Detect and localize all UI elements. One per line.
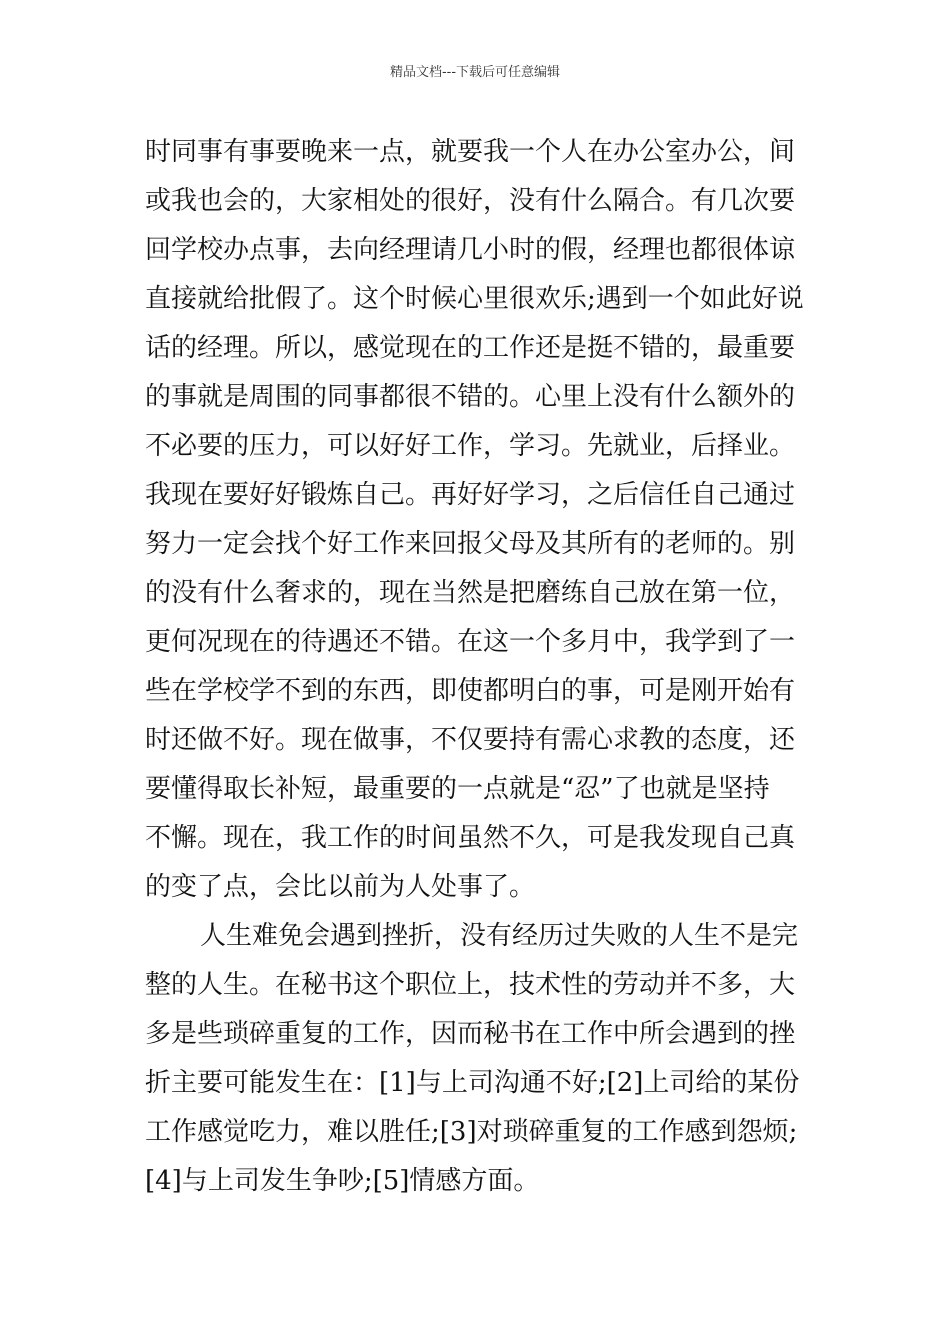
text-line: 的没有什么奢求的，现在当然是把磨练自己放在第一位， [145, 578, 796, 608]
text-line: 工作感觉吃力，难以胜任;[3]对琐碎重复的工作感到怨烦; [145, 1117, 798, 1147]
text-line: 更何况现在的待遇还不错。在这一个多月中，我学到了一 [145, 627, 796, 657]
text-line: 人生难免会遇到挫折，没有经历过失败的人生不是完 [200, 921, 799, 951]
text-line: 时同事有事要晚来一点，就要我一个人在办公室办公，间 [145, 137, 796, 167]
text-line: 我现在要好好锻炼自己。再好好学习，之后信任自己通过 [145, 480, 796, 510]
text-line: 不必要的压力，可以好好工作，学习。先就业，后择业。 [145, 431, 796, 461]
document-body [145, 128, 810, 1206]
text-line: 或我也会的，大家相处的很好，没有什么隔合。有几次要 [145, 186, 796, 216]
paragraph-1 [145, 128, 810, 912]
text-line: 整的人生。在秘书这个职位上，技术性的劳动并不多，大 [145, 970, 796, 1000]
text-line: 回学校办点事，去向经理请几小时的假，经理也都很体谅 [145, 235, 796, 265]
text-line: 些在学校学不到的东西，即使都明白的事，可是刚开始有 [145, 676, 796, 706]
text-line: 要懂得取长补短，最重要的一点就是“忍”了也就是坚持 [145, 774, 770, 804]
text-line: 努力一定会找个好工作来回报父母及其所有的老师的。别 [145, 529, 796, 559]
text-line: 多是些琐碎重复的工作，因而秘书在工作中所会遇到的挫 [145, 1019, 796, 1049]
page-header: 精品文档---下载后可任意编辑 [389, 65, 561, 80]
text-line: 话的经理。所以，感觉现在的工作还是挺不错的，最重要 [145, 333, 796, 363]
text-line: 折主要可能发生在：[1]与上司沟通不好;[2]上司给的某份 [145, 1068, 800, 1098]
paragraph-2 [145, 912, 810, 1206]
text-line: 直接就给批假了。这个时候心里很欢乐;遇到一个如此好说 [145, 284, 804, 314]
text-line: 的事就是周围的同事都很不错的。心里上没有什么额外的 [145, 382, 796, 412]
text-line: 时还做不好。现在做事，不仅要持有需心求教的态度，还 [145, 725, 796, 755]
text-line: 不懈。现在，我工作的时间虽然不久，可是我发现自己真 [145, 823, 796, 853]
text-line: 的变了点，会比以前为人处事了。 [145, 872, 536, 902]
text-line: [4]与上司发生争吵;[5]情感方面。 [145, 1166, 540, 1196]
